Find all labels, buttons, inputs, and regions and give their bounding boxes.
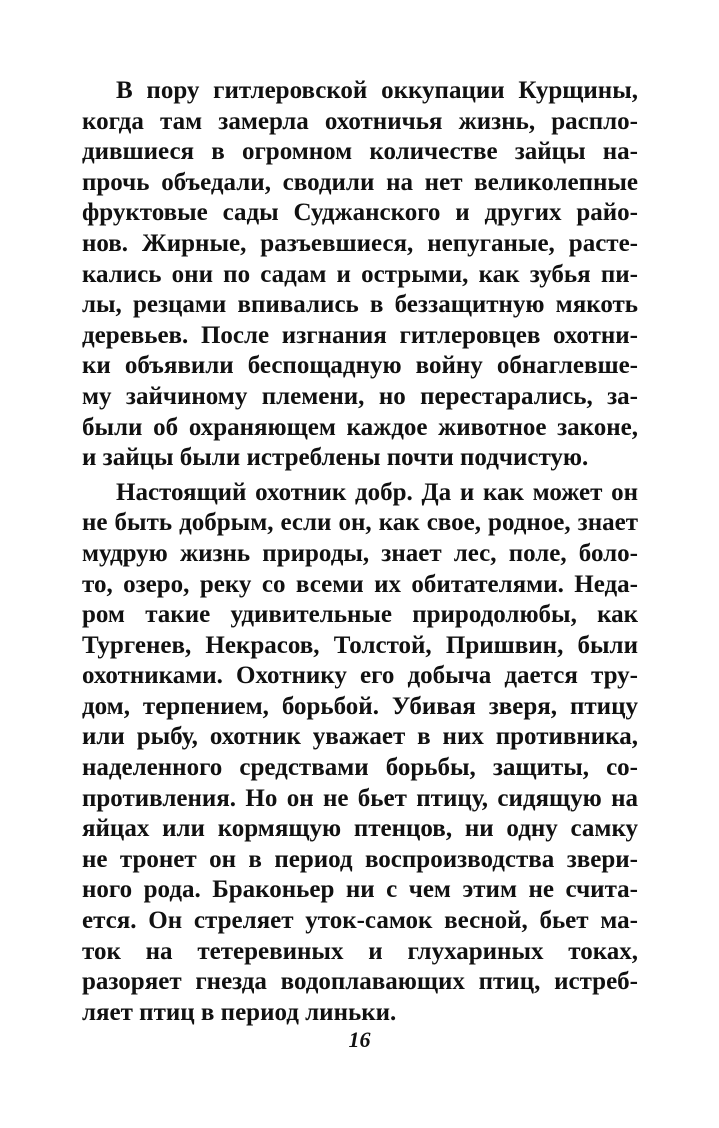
text-line: разоряет гнезда водоплавающих птиц, истреб- bbox=[82, 968, 638, 996]
paragraph-2 bbox=[82, 478, 638, 1029]
text-line: наделенного средствами борьбы, защиты, со- bbox=[82, 754, 638, 782]
text-line: прочь объедали, сводили на нет великолепные bbox=[82, 168, 638, 196]
text-line: фруктовые сады Суджанского и других райо- bbox=[82, 199, 638, 227]
text-line: Тургенев, Некрасов, Толстой, Пришвин, были bbox=[82, 631, 638, 659]
text-line: охотниками. Охотнику его добыча дается тру- bbox=[82, 662, 638, 690]
text-line: лы, резцами впивались в беззащитную мякоть bbox=[82, 291, 638, 319]
text-line: противления. Но он не бьет птицу, сидящую на bbox=[82, 784, 638, 812]
page-number: 16 bbox=[348, 1027, 371, 1052]
body-text bbox=[82, 76, 638, 1028]
text-line: ток на тетеревиных и глухариных токах, bbox=[82, 937, 638, 965]
text-line: му зайчиному племени, но перестарались, за- bbox=[82, 382, 638, 410]
text-line-last: ляет птиц в период линьки. bbox=[82, 998, 397, 1026]
text-line: ки объявили беспощадную войну обнаглевше- bbox=[82, 352, 638, 380]
text-line: мудрую жизнь природы, знает лес, поле, боло- bbox=[82, 539, 638, 567]
text-line: В пору гитлеровской оккупации Курщины, bbox=[116, 77, 638, 104]
text-line: Настоящий охотник добр. Да и как может он bbox=[116, 478, 638, 506]
text-line: ного рода. Браконьер ни с чем этим не счита- bbox=[82, 876, 638, 904]
text-line: нов. Жирные, разъевшиеся, непуганые, расте- bbox=[82, 229, 638, 257]
text-line-last: и зайцы были истреблены почти подчистую. bbox=[82, 444, 589, 472]
text-line: или рыбу, охотник уважает в них противника, bbox=[82, 723, 638, 751]
text-line: ром такие удивительные природолюбы, как bbox=[82, 601, 638, 629]
text-line: яйцах или кормящую птенцов, ни одну самку bbox=[82, 815, 638, 843]
text-line: были об охраняющем каждое животное законе, bbox=[82, 413, 638, 441]
text-line: деревьев. После изгнания гитлеровцев охотни- bbox=[82, 321, 638, 349]
text-line: кались они по садам и острыми, как зубья пи- bbox=[82, 260, 638, 288]
text-line: дом, терпением, борьбой. Убивая зверя, птицу bbox=[82, 692, 638, 720]
paragraph-1 bbox=[82, 76, 638, 474]
text-line: то, озеро, реку со всеми их обитателями. Неда- bbox=[82, 570, 638, 598]
text-line: когда там замерла охотничья жизнь, распло- bbox=[82, 107, 638, 135]
text-line: не быть добрым, если он, как свое, родное, знает bbox=[82, 509, 638, 537]
text-line: дившиеся в огромном количестве зайцы на- bbox=[82, 138, 638, 166]
text-line: не тронет он в период воспроизводства звери- bbox=[82, 845, 638, 873]
text-line: ется. Он стреляет уток-самок весной, бьет ма- bbox=[82, 907, 638, 935]
